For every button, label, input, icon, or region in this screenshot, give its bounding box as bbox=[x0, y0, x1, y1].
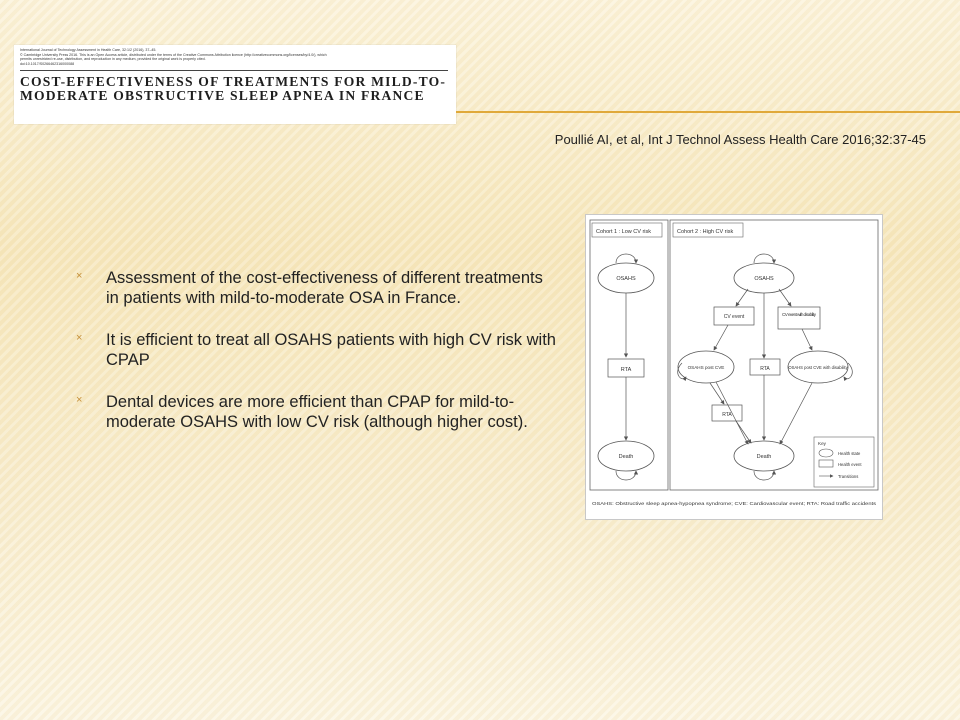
bullet-x-icon: × bbox=[76, 394, 83, 406]
rta-label-1: RTA bbox=[620, 367, 632, 373]
cohort1-label: Cohort 1 : Low CV risk bbox=[596, 229, 652, 235]
death-label-1: Death bbox=[618, 454, 634, 460]
journal-divider bbox=[20, 70, 448, 71]
markov-diagram bbox=[586, 215, 882, 519]
key-state-icon bbox=[819, 449, 833, 457]
bullet-item bbox=[76, 392, 556, 432]
osahs-post-cve-disability-label: OSAHS post CVE with disability bbox=[788, 365, 848, 370]
journal-meta bbox=[20, 48, 450, 66]
citation: Poullié AI, et al, Int J Technol Assess Health Care 2016;32:37-45 bbox=[554, 132, 926, 147]
death-label-2: Death bbox=[756, 454, 772, 460]
rta-label-3: RTA bbox=[722, 412, 732, 418]
accent-divider bbox=[456, 111, 960, 113]
bullet-text: Assessment of the cost-effectiveness of different treatments in patients with mild-to-moderate OSA in France. bbox=[106, 269, 543, 307]
key-event-icon bbox=[819, 460, 833, 467]
key-health-state: Health state bbox=[838, 451, 861, 456]
journal-meta-line: International Journal of Technology Assessment in Health Care, 32:1/2 (2016), 37–45. bbox=[20, 48, 157, 52]
key-health-event: Health event bbox=[838, 462, 862, 467]
journal-meta-line: © Cambridge University Press 2016. This is an Open Access article, distributed under the terms of the Creative Commons Attribution licence (http://creativecommons.org/licenses/by/4.0/), which bbox=[20, 52, 327, 57]
journal-meta-line: doi:10.1017/S0266462316000088 bbox=[20, 61, 75, 66]
bullet-text: Dental devices are more efficient than CPAP for mild-to-moderate OSAHS with low CV risk (although higher cost). bbox=[106, 393, 528, 431]
bullet-item bbox=[76, 268, 556, 308]
cohort2-label: Cohort 2 : High CV risk bbox=[677, 229, 734, 235]
key-transitions: Transitions bbox=[838, 474, 859, 479]
osahs-label-2: OSAHS bbox=[754, 276, 774, 282]
journal-header-image bbox=[14, 45, 456, 124]
cv-event-disability-box bbox=[778, 307, 820, 329]
bullet-list bbox=[76, 268, 556, 454]
key-title: Key bbox=[818, 441, 826, 446]
osahs-label-1: OSAHS bbox=[616, 276, 636, 282]
bullet-x-icon: × bbox=[76, 332, 83, 344]
rta-label-2: RTA bbox=[760, 366, 770, 372]
bullet-text: It is efficient to treat all OSAHS patients with high CV risk with CPAP bbox=[106, 331, 556, 369]
bullet-item bbox=[76, 330, 556, 370]
markov-model-figure bbox=[585, 214, 883, 520]
journal-meta-line: permits unrestricted re-use, distribution, and reproduction in any medium, provided the original work is properly cited. bbox=[20, 57, 206, 62]
bullet-x-icon: × bbox=[76, 270, 83, 282]
osahs-post-cve-label: OSAHS post CVE bbox=[687, 365, 725, 370]
figure-caption: OSAHS: Obstructive sleep apnea-hypopnea syndrome; CVE: Cardiovascular event; RTA: Road traffic accidents bbox=[592, 501, 877, 506]
cv-event-disability-label: CV event with disability bbox=[782, 312, 816, 317]
article-title: COST-EFFECTIVENESS OF TREATMENTS FOR MILD-TO-MODERATE OBSTRUCTIVE SLEEP APNEA IN FRANCE bbox=[20, 74, 447, 103]
cv-event-label: CV event bbox=[723, 314, 745, 320]
